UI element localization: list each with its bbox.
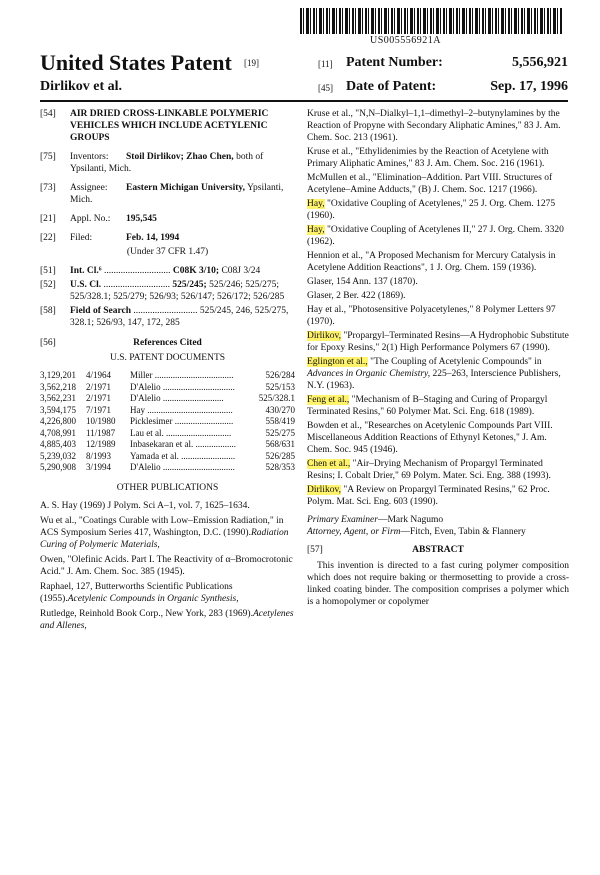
application-number: 195,545 — [126, 214, 157, 224]
reference-entry: Dirlikov, "A Review on Propargyl Terminated Resins," 62 Proc. Polym. Mat. Sci. Eng. 603 (1990). — [307, 485, 550, 507]
reference-entry: Hennion et al., "A Proposed Mechanism for Mercury Catalysis in Acetylene Addition Reactions", 1 J. Org. Chem. 159 (1936). — [307, 251, 556, 273]
patent-row: 3,562,218 2/1971 D'Alelio ................................ 525/153 — [40, 381, 295, 392]
publication-entry: Owen, "Olefinic Acids. Part I. The Reactivity of α–Bromocrotonic Acid." J. Am. Chem. Soc. 385 (1945). — [40, 554, 293, 577]
barcode-number: US005556921A — [370, 35, 442, 46]
left-column — [40, 108, 295, 635]
us-patent-documents-title: U.S. PATENT DOCUMENTS — [109, 353, 226, 363]
patent-number-code: [11] — [318, 59, 333, 69]
header-rule — [40, 100, 568, 102]
patent-title-heading: United States Patent — [40, 50, 232, 75]
reference-entry: Kruse et al., "N,N–Dialkyl–1,1–dimethyl–2–butynylamines by the Reaction of Propyne with Secondary Aliphatic Amines," 83 J. Am. Chem. Soc. 213 (1961). — [307, 109, 561, 143]
attorney: Attorney, Agent, or Firm—Fitch, Even, Tabin & Flannery — [307, 527, 526, 537]
reference-entry: Chen et al., "Air–Drying Mechanism of Propargyl Terminated Resins; I. Cobalt Drier," 69 Polym. Mater. Sci. Eng. 388 (1993). — [307, 459, 551, 481]
barcode — [300, 8, 562, 34]
abstract-heading: [57] ABSTRACT — [307, 544, 569, 556]
field-58: [58] Field of Search ........................... 525/245, 246, 525/275, 328.1; 526/93, 147, 172, 285 — [40, 306, 289, 328]
right-column — [307, 108, 569, 608]
field-54: [54] AIR DRIED CROSS-LINKABLE POLYMERIC VEHICLES WHICH INCLUDE ACETYLENIC GROUPS — [40, 108, 295, 144]
references-cited-title: References Cited — [133, 338, 202, 348]
reference-entry: Bowden et al., "Researches on Acetylenic Compounds Part VIII. Miscellaneous Addition Reactions of Ethynyl Ketones," J. Am. Chem. Soc. 945 (1946). — [307, 421, 553, 455]
patent-date: Sep. 17, 1996 — [490, 79, 568, 94]
publication-entry: A. S. Hay (1969) J Polym. Sci A–1, vol. 7, 1625–1634. — [40, 500, 250, 511]
field-73: [73] Assignee: Eastern Michigan University, Ypsilanti, Mich. — [40, 183, 284, 205]
filed-note: (Under 37 CFR 1.47) — [126, 247, 209, 257]
patent-number: 5,556,921 — [512, 55, 568, 70]
patent-row: 5,239,032 8/1993 Yamada et al. ........................ 526/285 — [40, 450, 295, 461]
reference-entry: Eglington et al., "The Coupling of Acetylenic Compounds" in Advances in Organic Chemistry, 225–263, Interscience Publishers, N.Y. (1963). — [307, 357, 561, 391]
reference-entry: Hay, "Oxidative Coupling of Acetylenes," 25 J. Org. Chem. 1275 (1960). — [307, 199, 556, 221]
field-21: [21] Appl. No.: 195,545 — [40, 214, 157, 224]
reference-entry: Glaser, 2 Ber. 422 (1869). — [307, 291, 406, 301]
invention-title: AIR DRIED CROSS-LINKABLE POLYMERIC VEHICLES WHICH INCLUDE ACETYLENIC GROUPS — [70, 109, 269, 143]
reference-entry: Hay, "Oxidative Coupling of Acetylenes II," 27 J. Org. Chem. 3320 (1962). — [307, 225, 564, 247]
reference-entry: Glaser, 154 Ann. 137 (1870). — [307, 277, 418, 287]
patent-row: 4,885,403 12/1989 Inbasekaran et al. .................. 568/631 — [40, 439, 295, 449]
patent-row: 3,562,231 2/1971 D'Alelio ........................... 525/328.1 — [40, 393, 295, 403]
reference-entry: Feng et al., "Mechanism of B–Staging and Curing of Propargyl Terminated Resins," 60 Polymer Mat. Sci. Eng. 618 (1989). — [307, 395, 548, 417]
field-56: [56] References Cited — [40, 337, 295, 349]
abstract-title: ABSTRACT — [412, 545, 464, 555]
field-52: [52] U.S. Cl. ............................ 525/245; 525/246; 525/275; 525/328.1; 525/279; 526/93; 526/147; 526/172; 526/285 — [40, 280, 285, 302]
reference-entry: Hay et al., "Photosensitive Polyacetylenes," 8 Polymer Letters 97 (1970). — [307, 305, 556, 327]
publication-entry: Wu et al., "Coatings Curable with Low–Emission Radiation," in ACS Symposium Series 417, Washington, D.C. (1990).Radiation Curing of Polymeric Materials, — [40, 515, 289, 550]
publication-entry: Rutledge, Reinhold Book Corp., New York, 283 (1969).Acetylenes and Allenes, — [40, 608, 294, 631]
title-code: [19] — [244, 58, 259, 68]
reference-entry: Kruse et al., "Ethylidenimies by the Reaction of Acetylene with Primary Aliphatic Amines," 83 J. Am. Chem. Soc. 216 (1961). — [307, 147, 549, 169]
inventor-names: Stoil Dirlikov; Zhao Chen, — [126, 152, 234, 162]
field-75: [75] Inventors: Stoil Dirlikov; Zhao Chen, both of Ypsilanti, Mich. — [40, 152, 264, 174]
inventors-heading: Dirlikov et al. — [40, 79, 123, 94]
other-publications-title: OTHER PUBLICATIONS — [116, 482, 219, 493]
date-label: Date of Patent: — [346, 79, 437, 94]
patent-row: 3,594,175 7/1971 Hay ...................................... 430/270 — [40, 404, 295, 415]
patent-row: 5,290,908 3/1994 D'Alelio ................................ 528/353 — [40, 462, 295, 472]
field-51: [51] Int. Cl.⁶ ............................ C08K 3/10; C08J 3/24 — [40, 266, 261, 276]
other-publications-list — [40, 500, 295, 632]
date-code: [45] — [318, 83, 333, 93]
patent-number-label: Patent Number: — [346, 55, 443, 70]
assignee-name: Eastern Michigan University, — [126, 183, 246, 193]
reference-entry: McMullen et al., "Elimination–Addition. Part VIII. Structures of Acetylene–Amine Adducts," (B) J. Chem. Soc. 1217 (1966). — [307, 173, 553, 195]
patent-row: 3,129,201 4/1964 Miller ................................... 526/284 — [40, 370, 295, 380]
patent-row: 4,708,991 11/1987 Lau et al. ............................. 525/275 — [40, 427, 295, 438]
field-22: [22] Filed: Feb. 14, 1994 — [40, 233, 180, 243]
filed-date: Feb. 14, 1994 — [126, 233, 180, 243]
abstract-text: This invention is directed to a fast curing polymer composition which does not require baking or thermosetting to provide a cross-linked coating binder. The composition comprises a polymer which is a homopolymer or copolymer — [307, 561, 569, 607]
reference-entry: Dirlikov, "Propargyl–Terminated Resins—A Hydrophobic Substitute for Epoxy Resins," 2(1) High Performance Polymers 67 (1990). — [307, 331, 569, 353]
patent-documents-table — [40, 370, 295, 474]
primary-examiner: Primary Examiner—Mark Nagumo — [307, 515, 444, 525]
publication-entry: Raphael, 127, Butterworths Scientific Publications (1955).Acetylenic Compounds in Organic Synthesis, — [40, 581, 239, 604]
patent-row: 4,226,800 10/1980 Picklesimer .......................... 558/419 — [40, 416, 295, 426]
right-references-list — [307, 108, 569, 508]
